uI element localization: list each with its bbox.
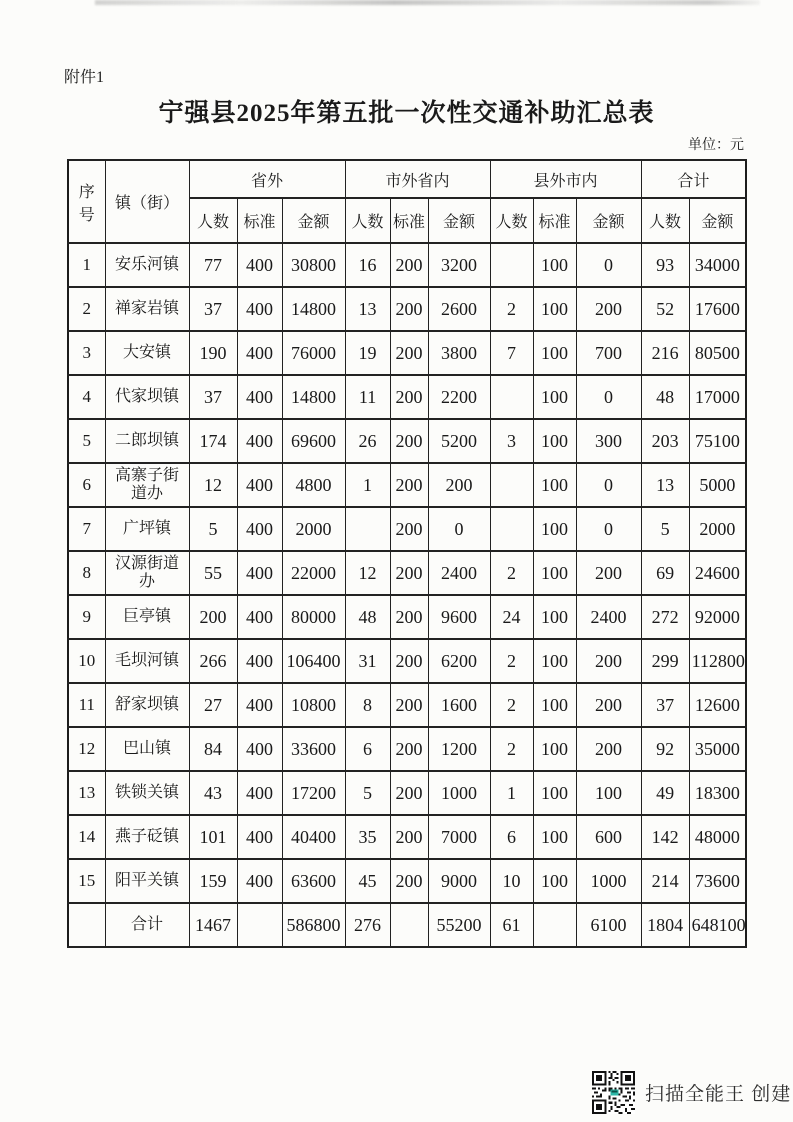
value-cell: 2000 [689, 507, 746, 551]
value-cell: 700 [576, 331, 641, 375]
town-cell: 禅家岩镇 [105, 287, 189, 331]
value-cell: 100 [576, 771, 641, 815]
value-cell: 200 [390, 859, 428, 903]
value-cell: 6 [490, 815, 533, 859]
value-cell: 7000 [428, 815, 490, 859]
value-cell: 13 [641, 463, 689, 507]
header-group-row [68, 160, 746, 198]
seq-cell: 6 [68, 463, 105, 507]
table-header [68, 160, 746, 243]
value-cell [533, 903, 576, 947]
value-cell: 27 [189, 683, 237, 727]
table-row [68, 375, 746, 419]
value-cell: 48000 [689, 815, 746, 859]
value-cell: 203 [641, 419, 689, 463]
value-cell: 200 [390, 639, 428, 683]
table-row [68, 419, 746, 463]
value-cell: 7 [490, 331, 533, 375]
value-cell: 400 [237, 639, 282, 683]
value-cell: 100 [533, 463, 576, 507]
value-cell: 2400 [576, 595, 641, 639]
value-cell: 5000 [689, 463, 746, 507]
header-county-amount: 金额 [576, 198, 641, 243]
value-cell: 1804 [641, 903, 689, 947]
value-cell: 200 [576, 639, 641, 683]
value-cell: 586800 [282, 903, 345, 947]
value-cell: 17600 [689, 287, 746, 331]
value-cell: 37 [189, 287, 237, 331]
value-cell: 214 [641, 859, 689, 903]
value-cell: 13 [345, 287, 390, 331]
value-cell: 92 [641, 727, 689, 771]
value-cell: 17000 [689, 375, 746, 419]
value-cell: 3800 [428, 331, 490, 375]
value-cell: 35 [345, 815, 390, 859]
table-row [68, 331, 746, 375]
seq-cell: 12 [68, 727, 105, 771]
value-cell: 100 [533, 771, 576, 815]
value-cell: 200 [390, 683, 428, 727]
value-cell: 200 [390, 507, 428, 551]
table-row [68, 551, 746, 595]
header-group-outside-province: 省外 [189, 160, 345, 198]
value-cell: 76000 [282, 331, 345, 375]
value-cell: 2 [490, 639, 533, 683]
subsidy-summary-table [67, 159, 747, 948]
value-cell: 35000 [689, 727, 746, 771]
value-cell: 69600 [282, 419, 345, 463]
value-cell: 200 [576, 287, 641, 331]
value-cell: 0 [576, 507, 641, 551]
value-cell: 159 [189, 859, 237, 903]
header-town: 镇（街） [105, 160, 189, 243]
value-cell: 400 [237, 331, 282, 375]
table-body [68, 243, 746, 947]
value-cell: 1 [490, 771, 533, 815]
value-cell: 400 [237, 727, 282, 771]
value-cell: 2400 [428, 551, 490, 595]
value-cell: 200 [390, 243, 428, 287]
value-cell: 75100 [689, 419, 746, 463]
value-cell: 16 [345, 243, 390, 287]
value-cell: 5 [641, 507, 689, 551]
value-cell: 100 [533, 287, 576, 331]
value-cell: 55 [189, 551, 237, 595]
value-cell: 100 [533, 595, 576, 639]
value-cell: 30800 [282, 243, 345, 287]
value-cell: 14800 [282, 375, 345, 419]
attachment-label: 附件1 [64, 69, 105, 86]
value-cell: 200 [390, 727, 428, 771]
town-cell: 广坪镇 [105, 507, 189, 551]
value-cell: 200 [390, 595, 428, 639]
header-total-people: 人数 [641, 198, 689, 243]
value-cell: 200 [428, 463, 490, 507]
value-cell: 400 [237, 243, 282, 287]
value-cell: 400 [237, 859, 282, 903]
value-cell: 216 [641, 331, 689, 375]
header-total-amount: 金额 [689, 198, 746, 243]
value-cell: 100 [533, 815, 576, 859]
header-city-amount: 金额 [428, 198, 490, 243]
header-province-amount: 金额 [282, 198, 345, 243]
value-cell: 100 [533, 375, 576, 419]
value-cell: 37 [641, 683, 689, 727]
value-cell: 400 [237, 683, 282, 727]
value-cell: 12600 [689, 683, 746, 727]
header-city-standard: 标准 [390, 198, 428, 243]
table-row [68, 727, 746, 771]
value-cell: 12 [189, 463, 237, 507]
value-cell: 0 [576, 463, 641, 507]
value-cell: 2600 [428, 287, 490, 331]
value-cell: 266 [189, 639, 237, 683]
value-cell: 299 [641, 639, 689, 683]
town-cell: 巴山镇 [105, 727, 189, 771]
value-cell: 24600 [689, 551, 746, 595]
value-cell: 9600 [428, 595, 490, 639]
value-cell: 100 [533, 243, 576, 287]
value-cell: 100 [533, 727, 576, 771]
value-cell: 5 [189, 507, 237, 551]
table-row [68, 639, 746, 683]
value-cell [390, 903, 428, 947]
value-cell: 93 [641, 243, 689, 287]
town-cell: 毛坝河镇 [105, 639, 189, 683]
town-cell: 汉源街道办 [105, 551, 189, 595]
value-cell: 200 [390, 815, 428, 859]
value-cell: 2 [490, 727, 533, 771]
seq-cell: 5 [68, 419, 105, 463]
value-cell: 43 [189, 771, 237, 815]
value-cell: 55200 [428, 903, 490, 947]
seq-cell: 7 [68, 507, 105, 551]
value-cell: 5 [345, 771, 390, 815]
value-cell: 14800 [282, 287, 345, 331]
value-cell: 63600 [282, 859, 345, 903]
town-cell: 代家坝镇 [105, 375, 189, 419]
value-cell: 200 [390, 771, 428, 815]
value-cell: 200 [576, 551, 641, 595]
value-cell: 11 [345, 375, 390, 419]
value-cell: 5200 [428, 419, 490, 463]
value-cell: 0 [428, 507, 490, 551]
table-row [68, 815, 746, 859]
value-cell [490, 507, 533, 551]
value-cell: 400 [237, 551, 282, 595]
header-city-people: 人数 [345, 198, 390, 243]
value-cell: 100 [533, 551, 576, 595]
value-cell: 19 [345, 331, 390, 375]
value-cell: 4800 [282, 463, 345, 507]
unit-label: 单位：元 [688, 138, 744, 153]
value-cell [490, 375, 533, 419]
value-cell: 200 [390, 375, 428, 419]
town-cell: 舒家坝镇 [105, 683, 189, 727]
value-cell: 200 [390, 287, 428, 331]
town-cell: 铁锁关镇 [105, 771, 189, 815]
page-title: 宁强县2025年第五批一次性交通补助汇总表 [158, 100, 655, 127]
value-cell: 100 [533, 683, 576, 727]
seq-cell: 13 [68, 771, 105, 815]
value-cell: 1467 [189, 903, 237, 947]
value-cell: 6100 [576, 903, 641, 947]
town-cell: 二郎坝镇 [105, 419, 189, 463]
value-cell: 2 [490, 551, 533, 595]
town-cell: 燕子砭镇 [105, 815, 189, 859]
value-cell: 6200 [428, 639, 490, 683]
value-cell: 400 [237, 419, 282, 463]
value-cell: 200 [189, 595, 237, 639]
value-cell: 2 [490, 287, 533, 331]
value-cell: 142 [641, 815, 689, 859]
header-group-total: 合计 [641, 160, 746, 198]
value-cell: 200 [390, 463, 428, 507]
value-cell: 2 [490, 683, 533, 727]
table-row [68, 507, 746, 551]
value-cell: 6 [345, 727, 390, 771]
value-cell: 0 [576, 243, 641, 287]
value-cell: 200 [576, 727, 641, 771]
value-cell: 648100 [689, 903, 746, 947]
table-row [68, 243, 746, 287]
town-cell: 大安镇 [105, 331, 189, 375]
value-cell: 8 [345, 683, 390, 727]
value-cell: 400 [237, 375, 282, 419]
seq-cell [68, 903, 105, 947]
value-cell: 400 [237, 287, 282, 331]
scan-artifact [95, 0, 760, 5]
value-cell: 101 [189, 815, 237, 859]
value-cell: 33600 [282, 727, 345, 771]
value-cell: 100 [533, 507, 576, 551]
scanner-caption: 扫描全能王 创建 [645, 1084, 792, 1105]
seq-cell: 2 [68, 287, 105, 331]
seq-cell: 14 [68, 815, 105, 859]
value-cell: 174 [189, 419, 237, 463]
value-cell: 34000 [689, 243, 746, 287]
town-cell: 巨亭镇 [105, 595, 189, 639]
value-cell [490, 243, 533, 287]
value-cell: 10800 [282, 683, 345, 727]
seq-cell: 4 [68, 375, 105, 419]
seq-cell: 8 [68, 551, 105, 595]
value-cell: 2200 [428, 375, 490, 419]
value-cell: 45 [345, 859, 390, 903]
value-cell: 200 [390, 419, 428, 463]
header-county-people: 人数 [490, 198, 533, 243]
value-cell: 48 [641, 375, 689, 419]
value-cell: 77 [189, 243, 237, 287]
value-cell: 1600 [428, 683, 490, 727]
value-cell: 1000 [576, 859, 641, 903]
value-cell: 100 [533, 419, 576, 463]
value-cell: 26 [345, 419, 390, 463]
value-cell: 0 [576, 375, 641, 419]
value-cell: 2000 [282, 507, 345, 551]
table-row [68, 463, 746, 507]
seq-cell: 1 [68, 243, 105, 287]
value-cell: 3 [490, 419, 533, 463]
value-cell: 12 [345, 551, 390, 595]
seq-cell: 10 [68, 639, 105, 683]
value-cell: 73600 [689, 859, 746, 903]
value-cell: 48 [345, 595, 390, 639]
seq-cell: 3 [68, 331, 105, 375]
value-cell: 17200 [282, 771, 345, 815]
value-cell: 1000 [428, 771, 490, 815]
value-cell: 400 [237, 595, 282, 639]
value-cell [237, 903, 282, 947]
header-group-outside-city: 市外省内 [345, 160, 490, 198]
value-cell: 272 [641, 595, 689, 639]
value-cell: 300 [576, 419, 641, 463]
town-cell: 阳平关镇 [105, 859, 189, 903]
table-row [68, 595, 746, 639]
table-total-row [68, 903, 746, 947]
value-cell: 200 [390, 331, 428, 375]
value-cell [345, 507, 390, 551]
value-cell: 190 [189, 331, 237, 375]
value-cell: 92000 [689, 595, 746, 639]
value-cell: 100 [533, 639, 576, 683]
value-cell: 200 [390, 551, 428, 595]
value-cell: 106400 [282, 639, 345, 683]
value-cell: 52 [641, 287, 689, 331]
value-cell: 276 [345, 903, 390, 947]
table-row [68, 859, 746, 903]
header-seq: 序号 [68, 160, 105, 243]
value-cell: 80000 [282, 595, 345, 639]
value-cell: 600 [576, 815, 641, 859]
town-cell: 高寨子街道办 [105, 463, 189, 507]
value-cell [490, 463, 533, 507]
value-cell: 1 [345, 463, 390, 507]
value-cell: 3200 [428, 243, 490, 287]
header-county-standard: 标准 [533, 198, 576, 243]
header-province-people: 人数 [189, 198, 237, 243]
value-cell: 61 [490, 903, 533, 947]
value-cell: 24 [490, 595, 533, 639]
value-cell: 400 [237, 815, 282, 859]
seq-cell: 9 [68, 595, 105, 639]
value-cell: 80500 [689, 331, 746, 375]
qr-code-icon [592, 1071, 635, 1114]
value-cell: 400 [237, 771, 282, 815]
value-cell: 22000 [282, 551, 345, 595]
value-cell: 1200 [428, 727, 490, 771]
value-cell: 9000 [428, 859, 490, 903]
value-cell: 31 [345, 639, 390, 683]
header-group-outside-county: 县外市内 [490, 160, 641, 198]
table-row [68, 771, 746, 815]
value-cell: 49 [641, 771, 689, 815]
value-cell: 400 [237, 507, 282, 551]
table-row [68, 287, 746, 331]
value-cell: 37 [189, 375, 237, 419]
scanner-footer [592, 1071, 791, 1114]
seq-cell: 15 [68, 859, 105, 903]
value-cell: 200 [576, 683, 641, 727]
value-cell: 100 [533, 859, 576, 903]
value-cell: 10 [490, 859, 533, 903]
value-cell: 112800 [689, 639, 746, 683]
header-province-standard: 标准 [237, 198, 282, 243]
value-cell: 40400 [282, 815, 345, 859]
table-row [68, 683, 746, 727]
value-cell: 100 [533, 331, 576, 375]
value-cell: 69 [641, 551, 689, 595]
town-cell: 合计 [105, 903, 189, 947]
value-cell: 84 [189, 727, 237, 771]
value-cell: 18300 [689, 771, 746, 815]
value-cell: 400 [237, 463, 282, 507]
seq-cell: 11 [68, 683, 105, 727]
town-cell: 安乐河镇 [105, 243, 189, 287]
